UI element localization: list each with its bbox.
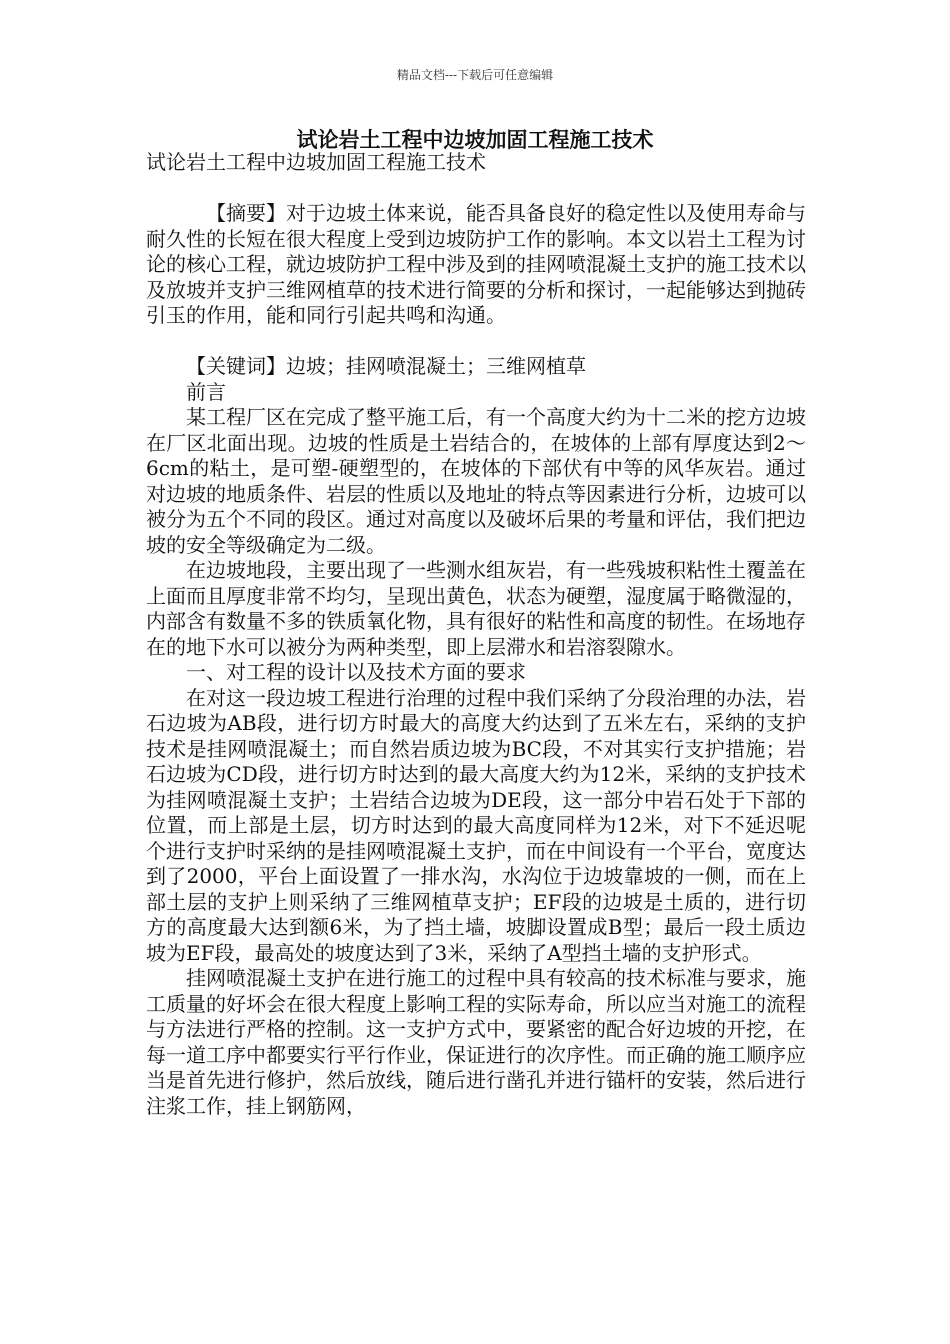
document-title: 试论岩土工程中边坡加固工程施工技术 xyxy=(296,127,654,152)
document-subtitle: 试论岩土工程中边坡加固工程施工技术 xyxy=(146,150,486,174)
body-paragraph: 某工程厂区在完成了整平施工后，有一个高度大约为十二米的挖方边坡在厂区北面出现。边坡的性质是土岩结合的，在坡体的上部有厚度达到2～6cm的粘土，是可塑-硬塑型的，在坡体的下部伏有中等的风华灰岩。通过对边坡的地质条件、岩层的性质以及地址的特点等因素进行分析，边坡可以被分为五个不同的段区。通过对高度以及破坏后果的考量和评估，我们把边坡的安全等级确定为二级。 xyxy=(146,405,806,557)
keywords-line: 【关键词】边坡；挂网喷混凝土；三维网植草 xyxy=(186,354,586,378)
body-paragraph: 在对这一段边坡工程进行治理的过程中我们采纳了分段治理的办法，岩石边坡为AB段，进行切方时最大的高度大约达到了五米左右，采纳的支护技术是挂网喷混凝土；而自然岩质边坡为BC段，不对其实行支护措施；岩石边坡为CD段，进行切方时达到的最大高度大约为12米，采纳的支护技术为挂网喷混凝土支护；土岩结合边坡为DE段，这一部分中岩石处于下部的位置，而上部是土层，切方时达到的最大高度同样为12米，对下不延迟呢个进行支护时采纳的是挂网喷混凝土支护，而在中间设有一个平台，宽度达到了2000，平台上面设置了一排水沟，水沟位于边坡靠坡的一侧，而在上部土层的支护上则采纳了三维网植草支护；EF段的边坡是土质的，进行切方的高度最大达到额6米，为了挡土墙，坡脚设置成B型；最后一段土质边坡为EF段，最高处的坡度达到了3米，采纳了A型挡土墙的支护形式。 xyxy=(146,685,806,965)
section-heading: 一、对工程的设计以及技术方面的要求 xyxy=(186,660,526,684)
body-paragraph: 挂网喷混凝土支护在进行施工的过程中具有较高的技术标准与要求，施工质量的好坏会在很大程度上影响工程的实际寿命，所以应当对施工的流程与方法进行严格的控制。这一支护方式中，要紧密的配合好边坡的开挖，在每一道工序中都要实行平行作业，保证进行的次序性。而正确的施工顺序应当是首先进行修护，然后放线，随后进行凿孔并进行锚杆的安装，然后进行注浆工作，挂上钢筋网， xyxy=(146,966,806,1118)
body-paragraph: 在边坡地段，主要出现了一些测水组灰岩，有一些残坡积粘性土覆盖在上面而且厚度非常不均匀，呈现出黄色，状态为硬塑，湿度属于略微湿的，内部含有数量不多的铁质氧化物，具有很好的粘性和高度的韧性。在场地存在的地下水可以被分为两种类型，即上层滞水和岩溶裂隙水。 xyxy=(146,558,806,659)
abstract-paragraph: 【摘要】对于边坡土体来说，能否具备良好的稳定性以及使用寿命与耐久性的长短在很大程度上受到边坡防护工作的影响。本文以岩土工程为讨论的核心工程，就边坡防护工程中涉及到的挂网喷混凝土支护的施工技术以及放坡并支护三维网植草的技术进行简要的分析和探讨，一起能够达到抛砖引玉的作用，能和同行引起共鸣和沟通。 xyxy=(146,201,806,327)
preface-heading: 前言 xyxy=(186,379,226,404)
document-body xyxy=(146,150,806,1119)
blank-line xyxy=(146,329,806,355)
blank-line xyxy=(146,176,806,202)
page-header-note: 精品文档---下载后可任意编辑 xyxy=(396,68,554,82)
